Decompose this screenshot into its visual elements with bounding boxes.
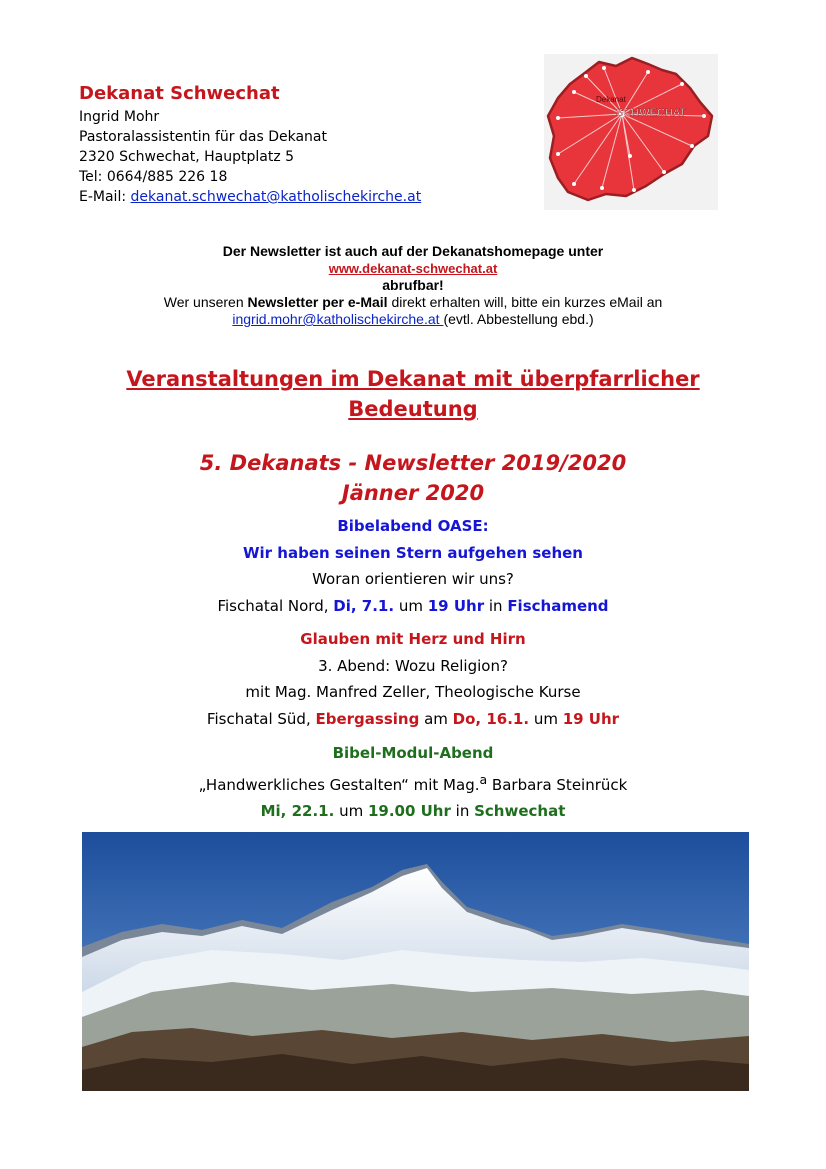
- event-date: Mi, 22.1.: [260, 802, 335, 820]
- notice-line1: Der Newsletter ist auch auf der Dekanatshomepage unter: [222, 243, 604, 259]
- event-region: Fischatal Süd,: [206, 709, 316, 728]
- event-title: Glauben mit Herz und Hirn: [300, 630, 526, 648]
- tel-number: 0664/885 226 18: [106, 169, 228, 185]
- tel-label: Tel:: [79, 169, 107, 185]
- email-label: E-Mail:: [79, 189, 131, 205]
- contact-role: Pastoralassistentin für das Dekanat: [79, 129, 327, 145]
- event-conj: um: [394, 596, 428, 615]
- subscribe-email-link[interactable]: ingrid.mohr@katholischekirche.at: [232, 311, 444, 327]
- contact-name: Ingrid Mohr: [79, 109, 160, 125]
- event-conj: um: [334, 802, 368, 820]
- event-title: Bibel-Modul-Abend: [332, 744, 494, 762]
- event-place: Schwechat: [474, 802, 566, 820]
- notice-line5: [0, 311, 826, 328]
- newsletter-heading: [0, 448, 826, 508]
- event-bibelabend: [0, 513, 826, 619]
- notice-line4-b: Newsletter per e-Mail: [247, 294, 388, 310]
- event-description: [0, 767, 826, 799]
- event-description-sup: a: [479, 771, 488, 787]
- newsletter-heading-line2: Jänner 2020: [341, 481, 485, 505]
- contact-tel: [79, 167, 421, 187]
- logo-text-main: SCHWECHAT: [616, 107, 687, 119]
- sender-block: [79, 82, 421, 207]
- main-heading-line1: Veranstaltungen im Dekanat mit überpfarrlicher: [126, 367, 700, 391]
- event-description: Woran orientieren wir uns?: [312, 570, 514, 588]
- event-when: [0, 706, 826, 733]
- event-conj: in: [450, 802, 475, 820]
- event-description: 3. Abend: Wozu Religion?: [318, 656, 508, 675]
- event-subtitle: Wir haben seinen Stern aufgehen sehen: [243, 543, 583, 562]
- main-heading: [0, 364, 826, 424]
- contact-address: 2320 Schwechat, Hauptplatz 5: [79, 149, 295, 165]
- event-time: 19 Uhr: [427, 596, 485, 615]
- contact-email: [79, 187, 421, 207]
- dekanat-map-icon: [544, 54, 718, 210]
- mountain-photo: [82, 832, 749, 1091]
- event-place: Ebergassing: [315, 709, 420, 728]
- event-when: [0, 593, 826, 620]
- event-conj: am: [419, 709, 453, 728]
- event-description-a: „Handwerkliches Gestalten“ mit Mag.: [198, 775, 480, 794]
- newsletter-notice: [0, 243, 826, 328]
- homepage-link[interactable]: www.dekanat-schwechat.at: [328, 261, 498, 276]
- notice-line5-tail: (evtl. Abbestellung ebd.): [443, 311, 594, 327]
- email-link[interactable]: dekanat.schwechat@katholischekirche.at: [130, 189, 422, 205]
- event-place: Fischamend: [507, 596, 609, 615]
- notice-line4: [0, 294, 826, 311]
- notice-line4-c: direkt erhalten will, bitte ein kurzes eMail an: [387, 294, 663, 310]
- event-title: Bibelabend OASE:: [337, 517, 489, 535]
- event-region: Fischatal Nord,: [217, 596, 334, 615]
- notice-line4-a: Wer unseren: [163, 294, 248, 310]
- event-conj: um: [529, 709, 563, 728]
- event-date: Do, 16.1.: [452, 709, 530, 728]
- event-bibel-modul: [0, 740, 826, 825]
- event-description-b: Barbara Steinrück: [487, 775, 628, 794]
- main-heading-line2: Bedeutung: [348, 397, 478, 421]
- event-date: Di, 7.1.: [333, 596, 395, 615]
- logo-text-top: Dekanat: [596, 95, 626, 104]
- dekanat-map-logo: [544, 54, 718, 210]
- event-when: [0, 798, 826, 825]
- event-glauben: [0, 626, 826, 732]
- event-conj: in: [484, 596, 508, 615]
- org-title: Dekanat Schwechat: [79, 83, 280, 104]
- mountain-landscape-image: [82, 832, 749, 1091]
- newsletter-heading-line1: 5. Dekanats - Newsletter 2019/2020: [199, 451, 627, 475]
- event-time: 19.00 Uhr: [367, 802, 451, 820]
- event-time: 19 Uhr: [562, 709, 620, 728]
- event-speaker: mit Mag. Manfred Zeller, Theologische Kurse: [245, 683, 581, 701]
- notice-line3: abrufbar!: [382, 277, 444, 293]
